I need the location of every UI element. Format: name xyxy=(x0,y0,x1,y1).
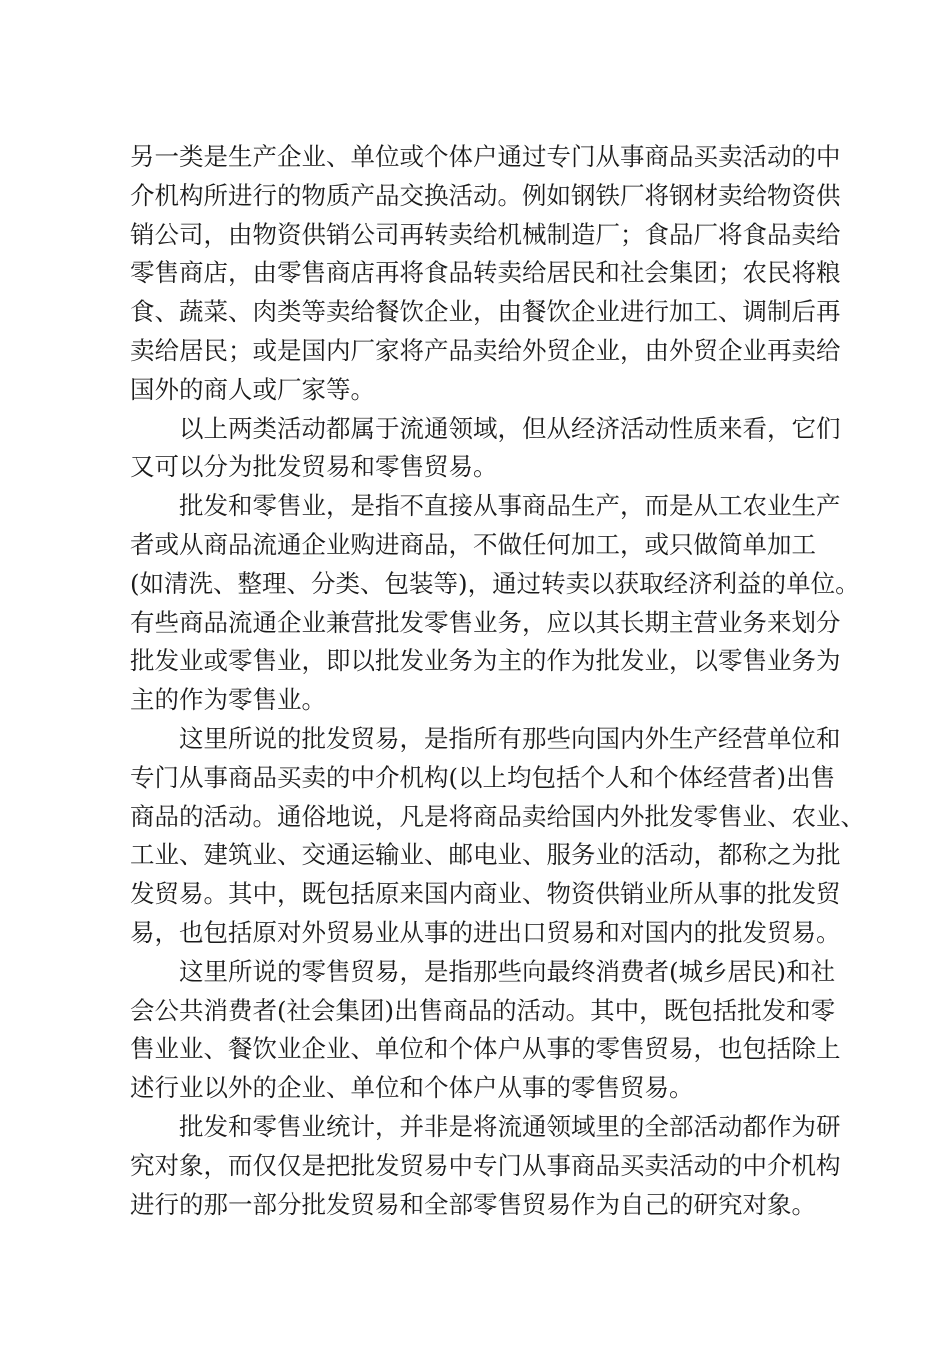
text-line: 主的作为零售业。 xyxy=(130,685,326,715)
text-line: 卖给居民；或是国内厂家将产品卖给外贸企业，由外贸企业再卖给 xyxy=(130,335,841,365)
paragraph xyxy=(130,410,850,488)
text-line: 工业、建筑业、交通运输业、邮电业、服务业的活动，都称之为批 xyxy=(130,840,841,870)
text-line: 销公司，由物资供销公司再转卖给机械制造厂；食品厂将食品卖给 xyxy=(130,219,841,249)
text-line: (如清洗、整理、分类、包装等)，通过转卖以获取经济利益的单位。 xyxy=(130,568,860,598)
text-line: 有些商品流通企业兼营批发零售业务，应以其长期主营业务来划分 xyxy=(130,607,841,637)
text-line: 食、蔬菜、肉类等卖给餐饮企业，由餐饮企业进行加工、调制后再 xyxy=(130,297,841,327)
text-line: 以上两类活动都属于流通领域，但从经济活动性质来看，它们 xyxy=(179,413,841,443)
text-line: 国外的商人或厂家等。 xyxy=(130,374,375,404)
text-line: 究对象，而仅仅是把批发贸易中专门从事商品买卖活动的中介机构 xyxy=(130,1150,841,1180)
text-line: 易，也包括原对外贸易业从事的进出口贸易和对国内的批发贸易。 xyxy=(130,917,841,947)
text-line: 者或从商品流通企业购进商品，不做任何加工，或只做简单加工 xyxy=(130,529,816,559)
text-line: 这里所说的批发贸易，是指所有那些向国内外生产经营单位和 xyxy=(179,723,841,753)
text-line: 另一类是生产企业、单位或个体户通过专门从事商品买卖活动的中 xyxy=(130,142,841,171)
text-line: 进行的那一部分批发贸易和全部零售贸易作为自己的研究对象。 xyxy=(130,1189,816,1219)
text-line: 批发业或零售业，即以批发业务为主的作为批发业，以零售业务为 xyxy=(130,646,841,676)
text-line: 零售商店，由零售商店再将食品转卖给居民和社会集团；农民将粮 xyxy=(130,258,841,288)
text-line: 这里所说的零售贸易，是指那些向最终消费者(城乡居民)和社 xyxy=(179,956,836,986)
text-line: 专门从事商品买卖的中介机构(以上均包括个人和个体经营者)出售 xyxy=(130,762,836,792)
text-line: 述行业以外的企业、单位和个体户从事的零售贸易。 xyxy=(130,1073,694,1103)
text-line: 又可以分为批发贸易和零售贸易。 xyxy=(130,452,498,482)
paragraph xyxy=(130,138,850,410)
paragraph xyxy=(130,487,860,720)
paragraph xyxy=(130,720,865,953)
paragraph xyxy=(130,953,850,1108)
text-line: 发贸易。其中，既包括原来国内商业、物资供销业所从事的批发贸 xyxy=(130,879,841,909)
text-line: 介机构所进行的物质产品交换活动。例如钢铁厂将钢材卖给物资供 xyxy=(130,180,841,210)
text-line: 批发和零售业统计，并非是将流通领域里的全部活动都作为研 xyxy=(179,1111,841,1141)
text-line: 批发和零售业，是指不直接从事商品生产，而是从工农业生产 xyxy=(179,491,841,521)
paragraph xyxy=(130,1108,850,1224)
text-line: 售业业、餐饮业企业、单位和个体户从事的零售贸易，也包括除上 xyxy=(130,1034,841,1064)
body-text xyxy=(130,138,865,1224)
text-line: 商品的活动。通俗地说，凡是将商品卖给国内外批发零售业、农业、 xyxy=(130,801,865,831)
text-line: 会公共消费者(社会集团)出售商品的活动。其中，既包括批发和零 xyxy=(130,995,836,1025)
